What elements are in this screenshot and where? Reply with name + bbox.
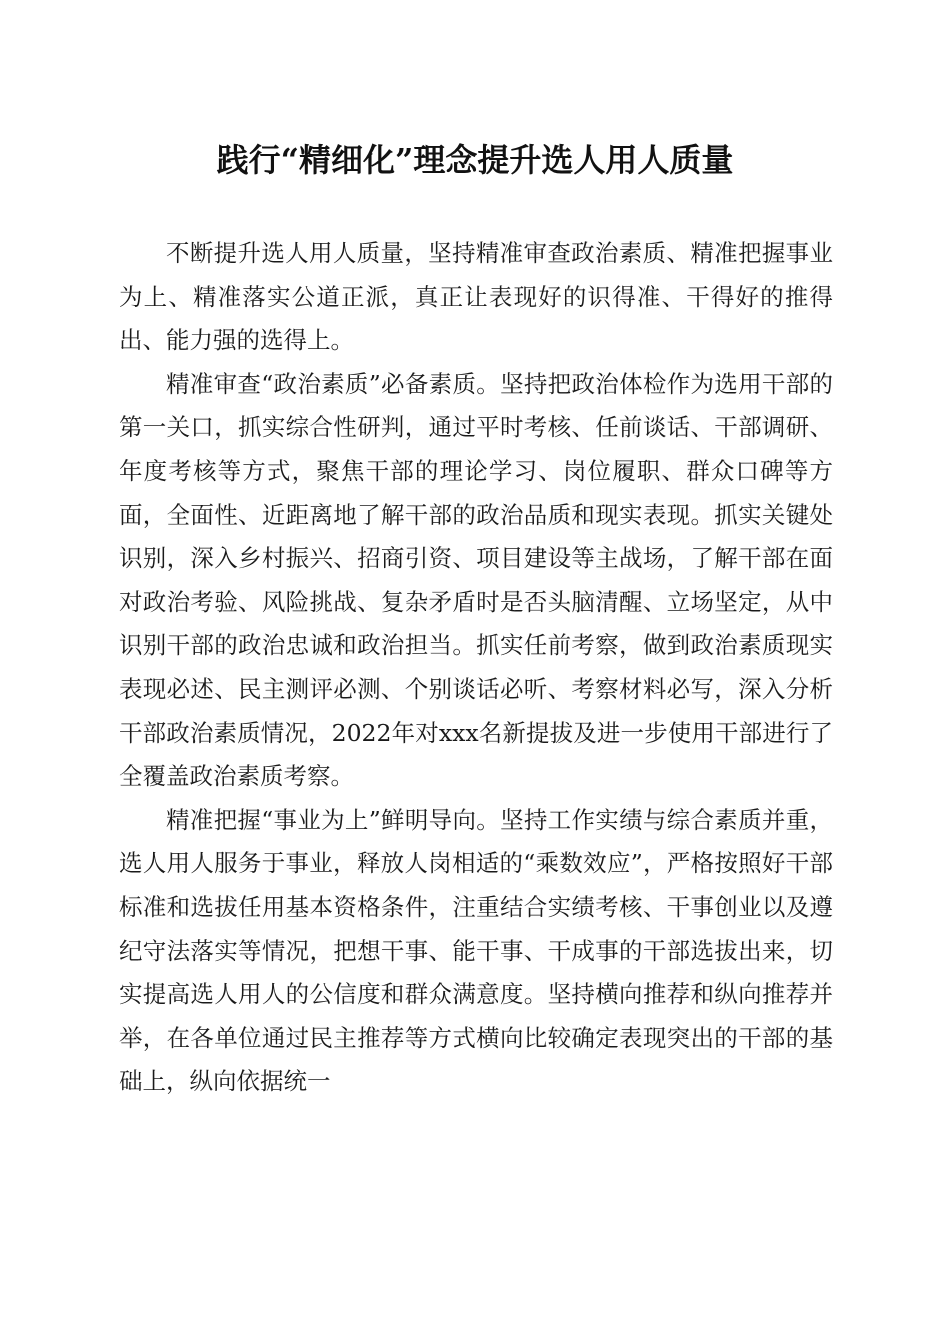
document-title: 践行“精细化”理念提升选人用人质量 <box>216 141 734 179</box>
paragraph-intro: 不断提升选人用人质量，坚持精准审查政治素质、精准把握事业为上、精准落实公道正派，真正让表现好的识得准、干得好的推得出、能力强的选得上。 <box>119 239 833 355</box>
document-body <box>119 232 833 1104</box>
paragraph-political-quality: 精准审查“政治素质”必备素质。坚持把政治体检作为选用干部的第一关口，抓实综合性研判，通过平时考核、任前谈话、干部调研、年度考核等方式，聚焦干部的理论学习、岗位履职、群众口碑等方面，全面性、近距离地了解干部的政治品质和现实表现。抓实关键处识别，深入乡村振兴、招商引资、项目建设等主战场，了解干部在面对政治考验、风险挑战、复杂矛盾时是否头脑清醒、立场坚定，从中识别干部的政治忠诚和政治担当。抓实任前考察，做到政治素质现实表现必述、民主测评必测、个别谈话必听、考察材料必写，深入分析干部政治素质情况，2022年对xxx名新提拔及进一步使用干部进行了全覆盖政治素质考察。 <box>119 369 833 791</box>
paragraph-career-orientation: 精准把握“事业为上”鲜明导向。坚持工作实绩与综合素质并重，选人用人服务于事业，释放人岗相适的“乘数效应”，严格按照好干部标准和选拔任用基本资格条件，注重结合实绩考核、干事创业以及遵纪守法落实等情况，把想干事、能干事、干成事的干部选拔出来，切实提高选人用人的公信度和群众满意度。坚持横向推荐和纵向推荐并举，在各单位通过民主推荐等方式横向比较确定表现突出的干部的基础上，纵向依据统一 <box>119 805 833 1096</box>
